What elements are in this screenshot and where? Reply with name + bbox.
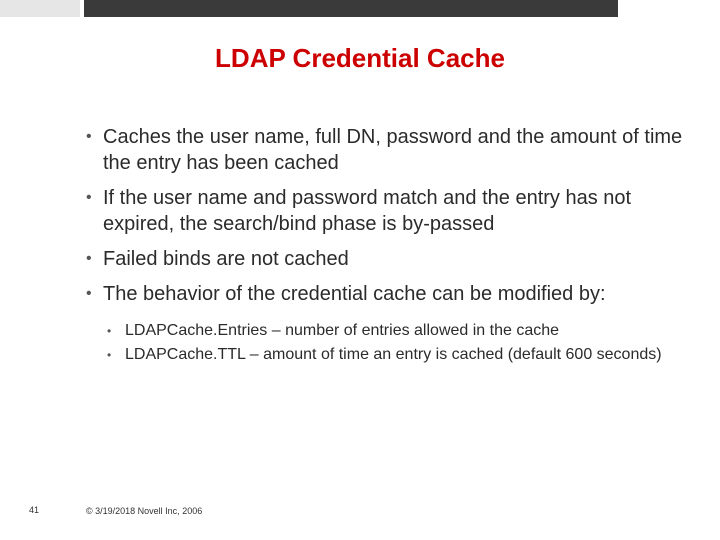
top-bar-light bbox=[0, 0, 80, 17]
sub-bullet-text: LDAPCache.TTL – amount of time an entry is cached (default 600 seconds) bbox=[125, 346, 662, 363]
bullet-icon: • bbox=[86, 189, 92, 206]
sub-bullet-item bbox=[107, 345, 686, 365]
bullet-item bbox=[86, 246, 686, 272]
bullet-text: The behavior of the credential cache can be modified by: bbox=[103, 283, 606, 305]
sub-bullet-text: LDAPCache.Entries – number of entries allowed in the cache bbox=[125, 322, 560, 339]
bullet-icon: • bbox=[86, 250, 92, 267]
bullet-text: Caches the user name, full DN, password and the amount of time the entry has been cached bbox=[103, 126, 683, 174]
sub-bullet-icon: • bbox=[107, 324, 112, 338]
top-bar-dark bbox=[84, 0, 618, 17]
bullet-list bbox=[86, 124, 686, 374]
bullet-item bbox=[86, 124, 686, 176]
sub-bullet-item bbox=[107, 321, 686, 341]
bullet-icon: • bbox=[86, 128, 92, 145]
slide-title: LDAP Credential Cache bbox=[215, 43, 505, 73]
bullet-item bbox=[86, 185, 686, 237]
bullet-text: If the user name and password match and the entry has not expired, the search/bind phase is by-passed bbox=[103, 187, 632, 235]
sub-bullet-list bbox=[107, 321, 686, 365]
bullet-item bbox=[86, 281, 686, 365]
slide-number: 41 bbox=[29, 505, 40, 515]
copyright-text: © 3/19/2018 Novell Inc, 2006 bbox=[86, 506, 203, 516]
sub-bullet-icon: • bbox=[107, 348, 112, 362]
bullet-icon: • bbox=[86, 285, 92, 302]
bullet-text: Failed binds are not cached bbox=[103, 248, 349, 270]
